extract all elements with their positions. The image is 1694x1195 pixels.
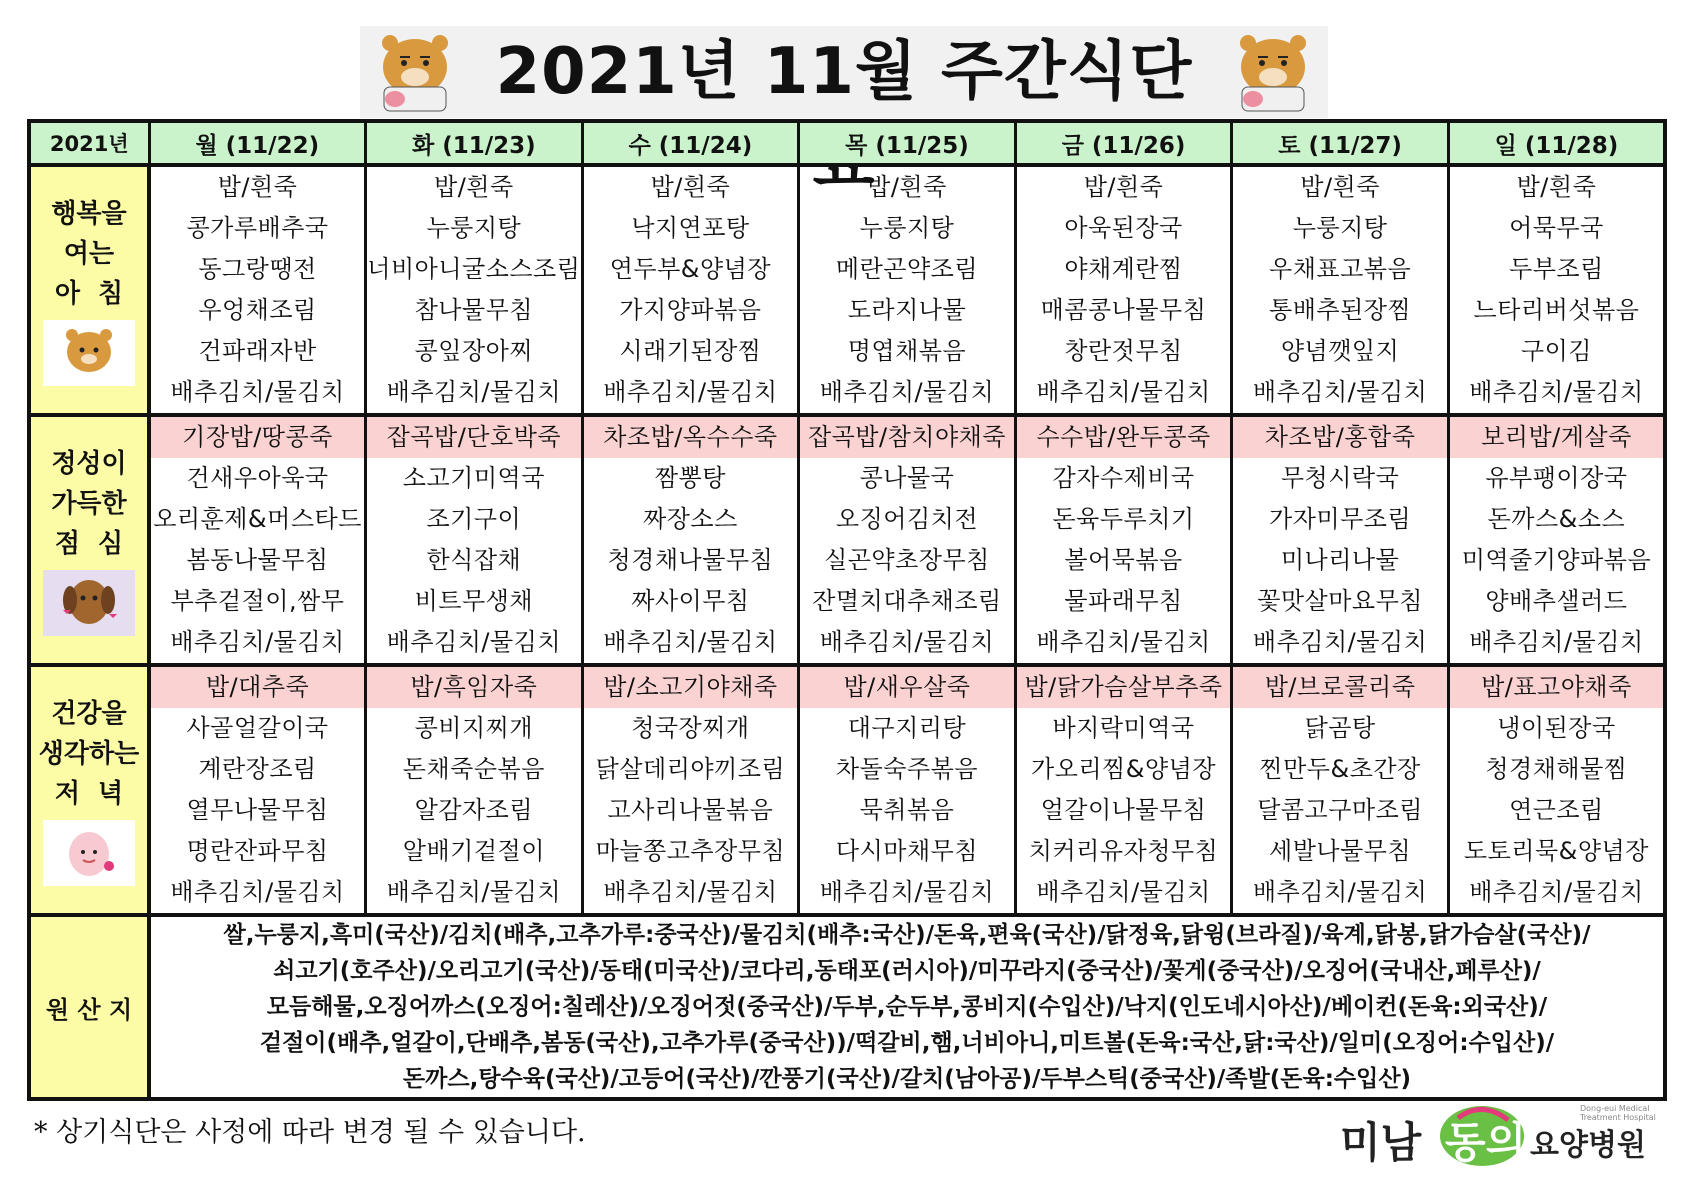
weekly-menu-table	[27, 119, 1667, 1101]
meal-label-text: 정성이 가득한 점 심	[51, 449, 127, 559]
menu-item: 대구지리탕	[847, 714, 967, 742]
day-header-sat: 토 (11/27)	[1232, 121, 1449, 165]
menu-item: 청경채나물무침	[607, 546, 774, 574]
page-title: 2021년 11월 주간식단	[495, 35, 1193, 109]
disclaimer-note: * 상기식단은 사정에 따라 변경 될 수 있습니다.	[34, 1117, 586, 1148]
menu-item: 돈육두루치기	[1052, 505, 1195, 533]
menu-item: 연두부&양념장	[609, 255, 772, 283]
menu-item: 어묵무국	[1509, 214, 1604, 242]
menu-item: 낙지연포탕	[631, 214, 750, 242]
menu-item: 소고기미역국	[402, 464, 545, 492]
menu-item: 참나물무침	[414, 296, 534, 324]
menu-item: 다시마채무침	[835, 837, 979, 865]
logo-text-right: 요양병원	[1530, 1128, 1646, 1163]
menu-item: 건새우아욱국	[186, 464, 329, 492]
menu-item: 콩가루배추국	[186, 214, 329, 242]
day-menu-cell	[1232, 665, 1449, 915]
origin-line: 쌀,누룽지,흑미(국산)/김치(배추,고추가루:중국산)/물김치(배추:국산)/돈육,편육(국산)/닭정육,닭윙(브라질)/육계,닭봉,닭가슴살(국산)/	[223, 922, 1591, 948]
meal-label-text: 건강을 생각하는 저 녁	[38, 699, 140, 809]
menu-item: 알배기겉절이	[402, 837, 545, 865]
day-menu-cell	[799, 165, 1016, 415]
menu-item: 감자수제비국	[1052, 464, 1195, 492]
menu-item: 배추김치/물김치	[1469, 628, 1644, 656]
menu-item: 꽃맛살마요무침	[1257, 587, 1423, 615]
menu-item: 배추김치/물김치	[603, 628, 778, 656]
menu-item: 밥/흰죽	[217, 173, 298, 201]
dog-sticker-icon	[43, 570, 135, 636]
menu-item: 배추김치/물김치	[1036, 628, 1211, 656]
day-menu-cell	[582, 665, 799, 915]
peach-sticker-icon	[43, 820, 135, 886]
menu-item: 조기구이	[426, 505, 522, 533]
menu-item: 배추김치/물김치	[386, 628, 562, 656]
menu-item: 찐만두&초간장	[1259, 755, 1421, 783]
day-menu-cell	[799, 665, 1016, 915]
day-menu-cell	[1448, 165, 1665, 415]
meal-label	[29, 665, 149, 915]
menu-item: 누룽지탕	[426, 214, 522, 242]
menu-item: 밥/흰죽	[434, 173, 514, 201]
dinner-row	[29, 665, 1665, 915]
menu-item: 배추김치/물김치	[1036, 878, 1211, 906]
day-menu-cell	[366, 165, 583, 415]
menu-item: 닭곰탕	[1304, 714, 1376, 742]
menu-item: 돈채죽순볶음	[402, 755, 545, 783]
day-menu-cell	[799, 415, 1016, 665]
menu-item: 콩나물국	[859, 464, 955, 492]
day-header-tue: 화 (11/23)	[366, 121, 583, 165]
menu-item: 배추김치/물김치	[1469, 378, 1644, 406]
year-header: 2021년	[29, 121, 149, 165]
menu-item: 야채계란찜	[1064, 255, 1183, 283]
menu-item: 비트무생채	[414, 587, 534, 615]
menu-item: 미나리나물	[1280, 546, 1400, 574]
lunch-row	[29, 415, 1665, 665]
menu-item: 아욱된장국	[1064, 214, 1183, 242]
origin-line: 돈까스,탕수육(국산)/고등어(국산)/깐풍기(국산)/갈치(남아공)/두부스틱(중국산)/족발(돈육:수입산)	[402, 1066, 1412, 1092]
day-header-mon: 월 (11/22)	[149, 121, 366, 165]
menu-item: 냉이된장국	[1497, 714, 1616, 742]
day-menu-cell	[366, 665, 583, 915]
day-header-fri: 금 (11/26)	[1015, 121, 1232, 165]
menu-item: 매콤콩나물무침	[1040, 296, 1207, 324]
menu-item: 밥/닭가슴살부추죽	[1017, 667, 1231, 708]
menu-item: 가자미무조림	[1269, 505, 1412, 533]
menu-item: 마늘쫑고추장무침	[595, 837, 786, 865]
menu-item: 배추김치/물김치	[603, 878, 778, 906]
menu-item: 명란잔파무침	[186, 837, 329, 865]
menu-item: 잡곡밥/참치야채죽	[800, 417, 1014, 458]
day-header-wed: 수 (11/24)	[582, 121, 799, 165]
origin-label: 원 산 지	[29, 915, 149, 1099]
menu-item: 콩잎장아찌	[414, 337, 534, 365]
menu-item: 도토리묵&양념장	[1463, 837, 1649, 865]
menu-item: 밥/흰죽	[1516, 173, 1597, 201]
menu-item: 시래기된장찜	[619, 337, 762, 365]
menu-item: 밥/표고야채죽	[1450, 667, 1663, 708]
menu-item: 닭살데리야끼조림	[595, 755, 786, 783]
menu-item: 밥/흰죽	[1083, 173, 1164, 201]
menu-item: 짜사이무침	[631, 587, 750, 615]
day-menu-cell	[1015, 165, 1232, 415]
menu-item: 누룽지탕	[1292, 214, 1388, 242]
day-menu-cell	[366, 415, 583, 665]
menu-item: 우엉채조림	[198, 296, 317, 324]
menu-item: 바지락미역국	[1052, 714, 1195, 742]
logo-small-text: Dong-eui Medical Treatment Hospital	[1580, 1104, 1656, 1122]
menu-item: 배추김치/물김치	[1252, 628, 1428, 656]
menu-item: 알감자조림	[414, 796, 534, 824]
menu-item: 차조밥/홍합죽	[1233, 417, 1447, 458]
menu-item: 밥/소고기야채죽	[584, 667, 798, 708]
origin-row	[29, 915, 1665, 1099]
menu-item: 가지양파볶음	[619, 296, 762, 324]
day-menu-cell	[1015, 665, 1232, 915]
menu-item: 달콤고구마조림	[1257, 796, 1423, 824]
menu-item: 밥/흑임자죽	[367, 667, 581, 708]
menu-item: 건파래자반	[198, 337, 317, 365]
menu-item: 열무나물무침	[186, 796, 329, 824]
menu-item: 미역줄기양파볶음	[1461, 546, 1652, 574]
menu-item: 밥/대추죽	[151, 667, 364, 708]
menu-item: 차조밥/옥수수죽	[584, 417, 798, 458]
day-menu-cell	[1448, 665, 1665, 915]
menu-item: 밥/브로콜리죽	[1233, 667, 1447, 708]
day-menu-cell	[1448, 415, 1665, 665]
menu-item: 배추김치/물김치	[1252, 378, 1428, 406]
menu-item: 실곤약초장무침	[824, 546, 990, 574]
menu-item: 무청시락국	[1280, 464, 1400, 492]
meal-label	[29, 165, 149, 415]
menu-item: 청경채해물찜	[1485, 755, 1628, 783]
breakfast-row	[29, 165, 1665, 415]
mascot-bear-icon	[370, 29, 460, 115]
menu-item: 창란젓무침	[1064, 337, 1183, 365]
title-banner	[360, 26, 1328, 118]
menu-item: 잡곡밥/단호박죽	[367, 417, 581, 458]
menu-item: 밥/새우살죽	[800, 667, 1014, 708]
menu-item: 부추겉절이,쌈무	[170, 587, 345, 615]
menu-item: 기장밥/땅콩죽	[151, 417, 364, 458]
menu-item: 볼어묵볶음	[1064, 546, 1183, 574]
menu-item: 잔멸치대추채조림	[812, 587, 1002, 615]
menu-item: 배추김치/물김치	[170, 878, 345, 906]
header-row	[29, 121, 1665, 165]
logo-text-left: 미남	[1340, 1118, 1422, 1167]
mascot-bear-icon	[1228, 29, 1318, 115]
menu-item: 한식잡채	[426, 546, 522, 574]
meal-label-text: 행복을 여는 아 침	[51, 199, 127, 309]
menu-item: 계란장조림	[198, 755, 317, 783]
menu-item: 우채표고볶음	[1269, 255, 1412, 283]
logo-text-mid: 동의	[1445, 1118, 1527, 1167]
menu-item: 배추김치/물김치	[170, 378, 345, 406]
menu-item: 고사리나물볶음	[607, 796, 774, 824]
day-menu-cell	[1015, 415, 1232, 665]
menu-item: 세발나물무침	[1269, 837, 1412, 865]
menu-item: 콩비지찌개	[414, 714, 534, 742]
menu-item: 얼갈이나물무침	[1040, 796, 1207, 824]
menu-item: 배추김치/물김치	[386, 378, 562, 406]
menu-item: 배추김치/물김치	[819, 878, 995, 906]
day-header-sun: 일 (11/28)	[1448, 121, 1665, 165]
menu-item: 양배추샐러드	[1485, 587, 1628, 615]
bear-sticker-icon	[43, 320, 135, 386]
origin-line: 모듬해물,오징어까스(오징어:칠레산)/오징어젓(중국산)/두부,순두부,콩비지(수입산)/낙지(인도네시아산)/베이컨(돈육:외국산)/	[266, 994, 1548, 1020]
menu-item: 양념깻잎지	[1280, 337, 1400, 365]
origin-line: 겉절이(배추,얼갈이,단배추,봄동(국산),고추가루(중국산))/떡갈비,햄,너비아니,미트볼(돈육:국산,닭:국산)/일미(오징어:수입산)/	[259, 1030, 1555, 1056]
origin-text	[149, 915, 1665, 1099]
menu-item: 배추김치/물김치	[1036, 378, 1211, 406]
day-menu-cell	[149, 665, 366, 915]
menu-item: 통배추된장찜	[1269, 296, 1412, 324]
menu-item: 동그랑땡전	[198, 255, 317, 283]
menu-item: 배추김치/물김치	[1252, 878, 1428, 906]
menu-item: 짬뽕탕	[654, 464, 726, 492]
menu-item: 청국장찌개	[631, 714, 750, 742]
menu-item: 느타리버섯볶음	[1473, 296, 1640, 324]
menu-item: 배추김치/물김치	[603, 378, 778, 406]
menu-item: 오징어김치전	[835, 505, 979, 533]
menu-item: 짜장소스	[643, 505, 738, 533]
menu-item: 치커리유자청무침	[1028, 837, 1219, 865]
menu-item: 밥/흰죽	[650, 173, 731, 201]
menu-item: 유부팽이장국	[1485, 464, 1628, 492]
menu-item: 두부조림	[1509, 255, 1604, 283]
menu-item: 오리훈제&머스타드	[153, 505, 362, 533]
menu-item: 연근조림	[1509, 796, 1604, 824]
menu-item: 너비아니굴소스조림	[367, 255, 581, 283]
menu-item: 메란곤약조림	[835, 255, 979, 283]
hospital-logo	[1340, 1098, 1670, 1176]
menu-item: 밥/흰죽	[1300, 173, 1380, 201]
menu-item: 물파래무침	[1064, 587, 1183, 615]
day-menu-cell	[149, 165, 366, 415]
day-menu-cell	[149, 415, 366, 665]
day-menu-cell	[582, 415, 799, 665]
menu-item: 배추김치/물김치	[819, 378, 995, 406]
menu-item: 봄동나물무침	[186, 546, 329, 574]
menu-item: 밥/흰죽	[867, 173, 947, 201]
day-menu-cell	[582, 165, 799, 415]
menu-item: 누룽지탕	[859, 214, 955, 242]
menu-item: 수수밥/완두콩죽	[1017, 417, 1231, 458]
meal-label	[29, 415, 149, 665]
menu-item: 구이김	[1520, 337, 1592, 365]
origin-line: 쇠고기(호주산)/오리고기(국산)/동태(미국산)/코다리,동태포(러시아)/미꾸라지(중국산)/꽃게(중국산)/오징어(국내산,페루산)/	[273, 958, 1541, 984]
day-header-thu: 목 (11/25)	[799, 121, 1016, 165]
menu-item: 명엽채볶음	[847, 337, 967, 365]
menu-item: 차돌숙주볶음	[835, 755, 979, 783]
day-menu-cell	[1232, 415, 1449, 665]
menu-item: 배추김치/물김치	[170, 628, 345, 656]
menu-item: 도라지나물	[847, 296, 967, 324]
menu-item: 돈까스&소스	[1487, 505, 1626, 533]
menu-item: 배추김치/물김치	[386, 878, 562, 906]
menu-item: 사골얼갈이국	[186, 714, 329, 742]
menu-item: 배추김치/물김치	[819, 628, 995, 656]
menu-item: 묵취볶음	[859, 796, 955, 824]
menu-item: 배추김치/물김치	[1469, 878, 1644, 906]
day-menu-cell	[1232, 165, 1449, 415]
menu-item: 가오리찜&양념장	[1031, 755, 1217, 783]
menu-item: 보리밥/게살죽	[1450, 417, 1663, 458]
